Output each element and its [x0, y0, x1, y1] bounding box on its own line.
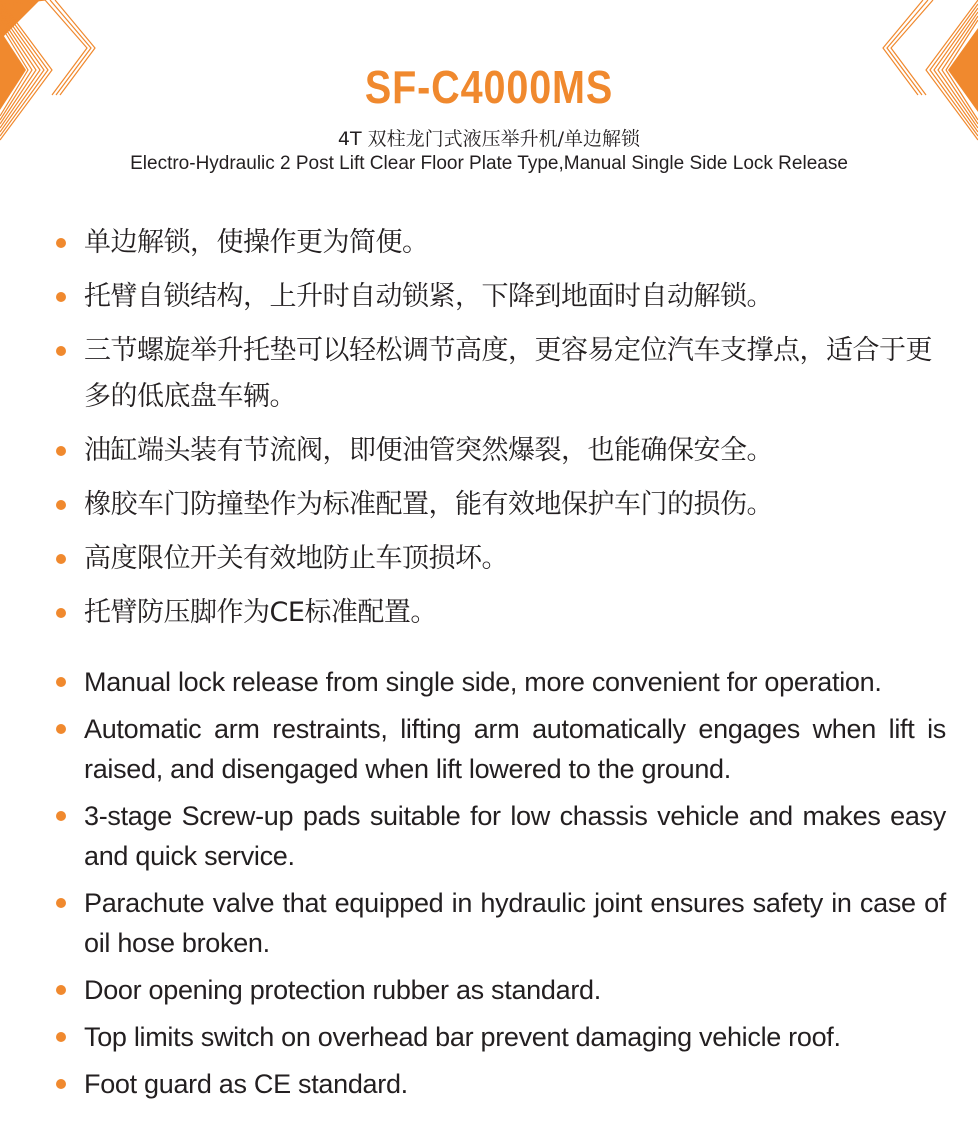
- list-item: Top limits switch on overhead bar prevent damaging vehicle roof.: [56, 1017, 946, 1057]
- list-item: 橡胶车门防撞垫作为标准配置，能有效地保护车门的损伤。: [56, 482, 946, 528]
- bullet-icon: [56, 811, 66, 821]
- bullet-icon: [56, 554, 66, 564]
- bullet-icon: [56, 608, 66, 618]
- list-item: 单边解锁，使操作更为简便。: [56, 220, 946, 266]
- list-item: Manual lock release from single side, more convenient for operation.: [56, 662, 946, 702]
- bullet-icon: [56, 238, 66, 248]
- product-title: SF-C4000MS: [364, 61, 614, 113]
- bullet-icon: [56, 446, 66, 456]
- bullet-icon: [56, 677, 66, 687]
- list-item: 3-stage Screw-up pads suitable for low chassis vehicle and makes easy and quick service.: [56, 796, 946, 876]
- list-item: 托臂防压脚作为CE标准配置。: [56, 590, 946, 636]
- list-item: Door opening protection rubber as standard.: [56, 970, 946, 1010]
- feature-list-english: [56, 662, 946, 1111]
- list-item: 油缸端头装有节流阀，即便油管突然爆裂，也能确保安全。: [56, 428, 946, 474]
- list-item: 托臂自锁结构，上升时自动锁紧，下降到地面时自动解锁。: [56, 274, 946, 320]
- list-item: Foot guard as CE standard.: [56, 1064, 946, 1104]
- bullet-icon: [56, 1032, 66, 1042]
- feature-list-chinese: [56, 220, 946, 644]
- bullet-icon: [56, 292, 66, 302]
- bullet-icon: [56, 724, 66, 734]
- subtitle-english: Electro-Hydraulic 2 Post Lift Clear Floor Plate Type,Manual Single Side Lock Release: [130, 153, 848, 174]
- list-item: Parachute valve that equipped in hydraulic joint ensures safety in case of oil hose broken.: [56, 883, 946, 963]
- list-item: 高度限位开关有效地防止车顶损坏。: [56, 536, 946, 582]
- bullet-icon: [56, 346, 66, 356]
- bullet-icon: [56, 898, 66, 908]
- bullet-icon: [56, 500, 66, 510]
- list-item: Automatic arm restraints, lifting arm automatically engages when lift is raised, and disengaged when lift lowered to the ground.: [56, 709, 946, 789]
- subtitle-chinese: 4T 双柱龙门式液压举升机/单边解锁: [337, 128, 641, 150]
- list-item: 三节螺旋举升托垫可以轻松调节高度，更容易定位汽车支撑点，适合于更多的低底盘车辆。: [56, 328, 946, 420]
- bullet-icon: [56, 985, 66, 995]
- bullet-icon: [56, 1079, 66, 1089]
